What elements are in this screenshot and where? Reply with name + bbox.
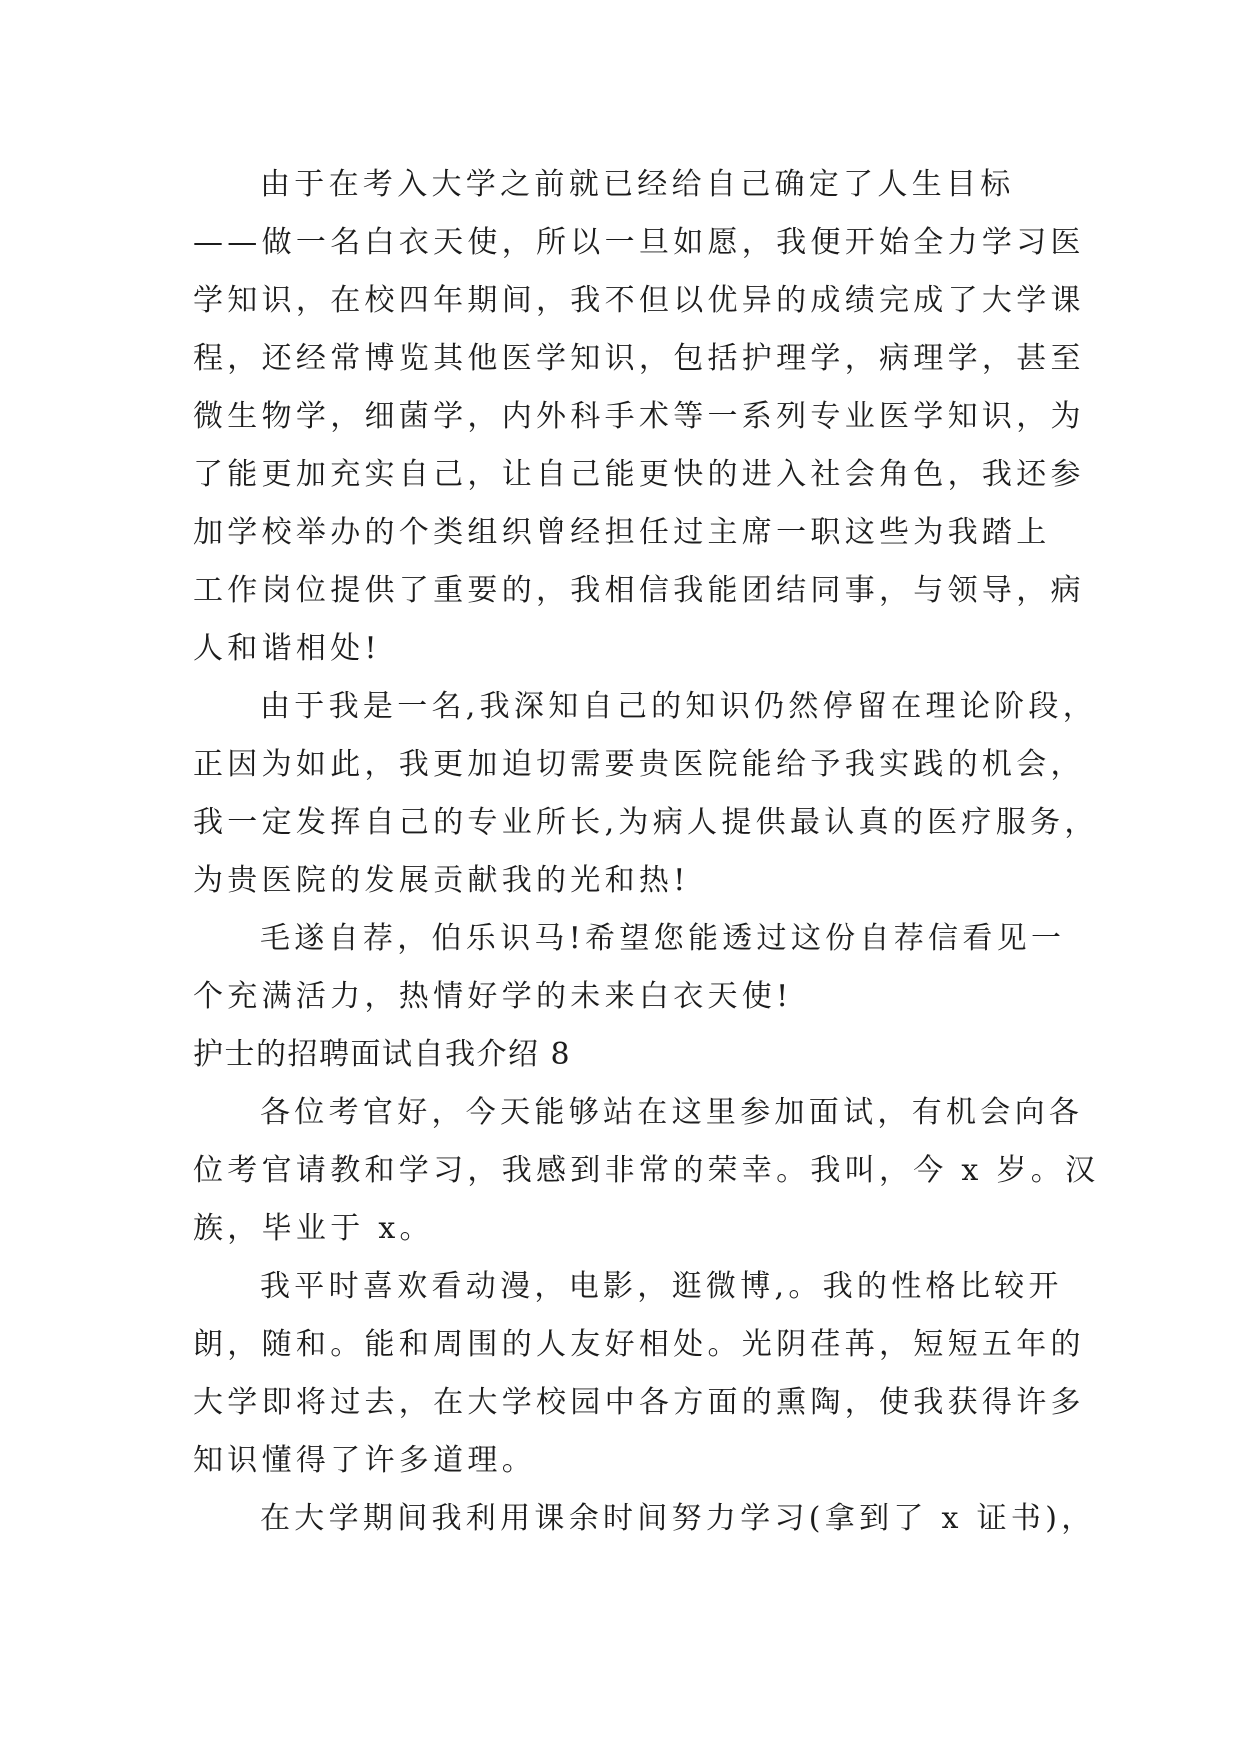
paragraph-line: 学知识，在校四年期间，我不但以优异的成绩完成了大学课 — [193, 283, 1085, 318]
paragraph-line: 知识懂得了许多道理。 — [193, 1443, 536, 1478]
paragraph-line: 位考官请教和学习，我感到非常的荣幸。我叫，今 x 岁。汉 — [193, 1153, 1100, 1188]
paragraph-line: 朗，随和。能和周围的人友好相处。光阴荏苒，短短五年的 — [193, 1327, 1085, 1362]
paragraph-line: 我平时喜欢看动漫，电影，逛微博,。我的性格比较开 — [260, 1269, 1063, 1304]
paragraph-line: 正因为如此，我更加迫切需要贵医院能给予我实践的机会， — [193, 747, 1085, 782]
paragraph-line: 由于在考入大学之前就已经给自己确定了人生目标 — [260, 167, 1015, 202]
paragraph-line: 族，毕业于 x。 — [193, 1211, 434, 1246]
paragraph-line: 各位考官好，今天能够站在这里参加面试，有机会向各 — [260, 1095, 1084, 1130]
paragraph-line: 毛遂自荐，伯乐识马!希望您能透过这份自荐信看见一 — [260, 921, 1066, 956]
paragraph-line: 大学即将过去，在大学校园中各方面的熏陶，使我获得许多 — [193, 1385, 1085, 1420]
paragraph-line: 了能更加充实自己，让自己能更快的进入社会角色，我还参 — [193, 457, 1085, 492]
paragraph-line: 我一定发挥自己的专业所长,为病人提供最认真的医疗服务， — [193, 805, 1099, 840]
paragraph-line: 人和谐相处! — [193, 631, 381, 666]
paragraph-line: 加学校举办的个类组织曾经担任过主席一职这些为我踏上 — [193, 515, 1051, 550]
paragraph-line: 在大学期间我利用课余时间努力学习(拿到了 x 证书)， — [260, 1501, 1096, 1536]
section-heading: 护士的招聘面试自我介绍 8 — [193, 1037, 572, 1072]
paragraph-line: 程，还经常博览其他医学知识，包括护理学，病理学，甚至 — [193, 341, 1085, 376]
paragraph-line: 工作岗位提供了重要的，我相信我能团结同事，与领导，病 — [193, 573, 1085, 608]
paragraph-line: ——做一名白衣天使，所以一旦如愿，我便开始全力学习医 — [193, 225, 1085, 260]
paragraph-line: 微生物学，细菌学，内外科手术等一系列专业医学知识，为 — [193, 399, 1085, 434]
paragraph-line: 个充满活力，热情好学的未来白衣天使! — [193, 979, 793, 1014]
paragraph-line: 为贵医院的发展贡献我的光和热! — [193, 863, 690, 898]
paragraph-line: 由于我是一名,我深知自己的知识仍然停留在理论阶段， — [260, 689, 1098, 724]
